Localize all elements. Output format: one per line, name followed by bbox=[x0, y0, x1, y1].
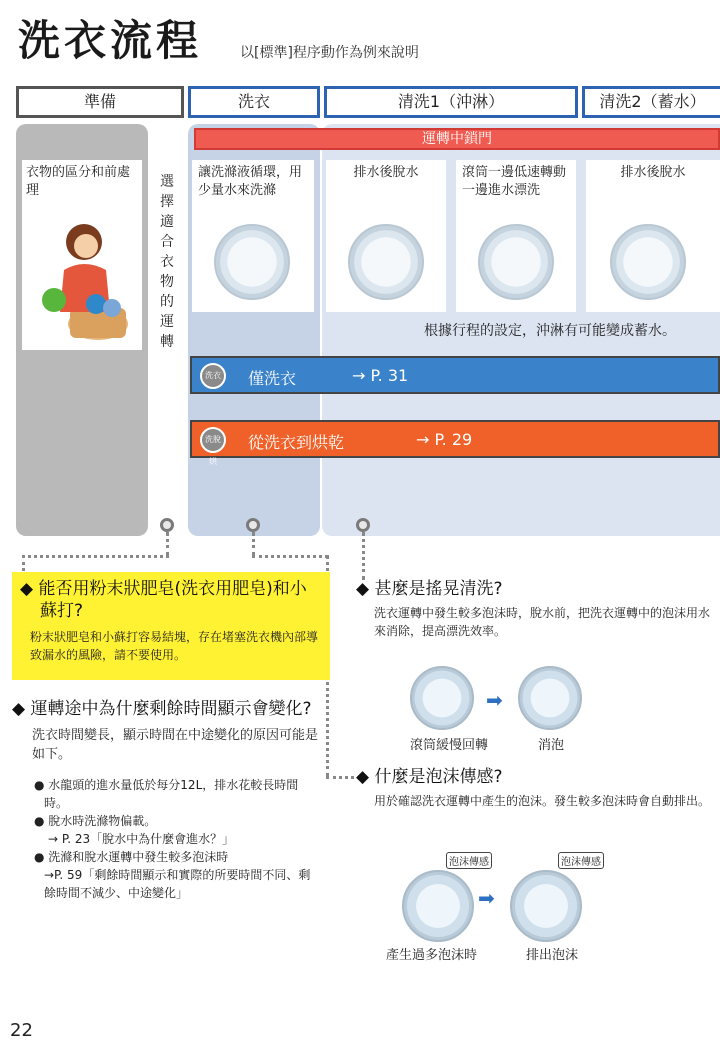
faq-powder-soap-title bbox=[20, 578, 320, 622]
list-item-text: 脫水時洗滌物偏載。 bbox=[48, 814, 157, 828]
page-subtitle: 以[標準]程序動作為例來說明 bbox=[240, 45, 419, 61]
page-number: 22 bbox=[10, 1020, 33, 1041]
rinse-note: 根據行程的設定，沖淋有可能變成蓄水。 bbox=[424, 323, 676, 339]
diamond-icon: ◆ bbox=[20, 579, 39, 599]
list-item: ● 脫水時洗滌物偏載。 bbox=[34, 814, 157, 828]
drum-rinse-icon bbox=[478, 224, 554, 300]
connector-dot-prep bbox=[160, 518, 174, 532]
diamond-icon: ◆ bbox=[356, 767, 375, 787]
step-text-drain1: 排水後脫水 bbox=[353, 165, 419, 180]
drum-slow-rotate-icon bbox=[410, 666, 474, 730]
drum-spin-icon bbox=[348, 224, 424, 300]
prep-text: 衣物的區分和前處理 bbox=[26, 165, 131, 198]
connector-dot-rinse bbox=[356, 518, 370, 532]
faq-remaining-time bbox=[12, 698, 322, 902]
faq-shake-wash-title-text: 甚麼是搖晃清洗? bbox=[374, 579, 503, 599]
door-lock-bar: 運轉中鎖門 bbox=[194, 128, 720, 150]
faq-shake-wash bbox=[356, 578, 716, 640]
faq-remaining-time-list bbox=[12, 776, 322, 902]
program-label-wash-dry: 從洗衣到烘乾 bbox=[248, 433, 345, 452]
step-text-wash: 讓洗滌液循環，用少量水來洗滌 bbox=[198, 165, 303, 198]
step-text-rinse: 滾筒一邊低速轉動一邊進水漂洗 bbox=[462, 165, 567, 198]
select-course-vertical-text: 選擇適合衣物的運轉 bbox=[160, 174, 174, 350]
page-title: 洗衣流程 bbox=[18, 16, 203, 65]
faq-foam-sensor bbox=[356, 766, 716, 810]
program-ref-wash-dry: → P. 29 bbox=[416, 430, 473, 449]
program-bar-wash-only bbox=[190, 356, 720, 394]
prep-panel bbox=[22, 160, 142, 350]
faq-remaining-time-body: 洗衣時間變長，顯示時間在中途變化的原因可能是如下。 bbox=[32, 728, 319, 762]
diamond-icon: ◆ bbox=[356, 579, 375, 599]
connector-line bbox=[22, 555, 169, 558]
arrow-right-icon: ➡ bbox=[486, 688, 503, 712]
program-ref-wash-only: → P. 31 bbox=[352, 366, 409, 385]
faq-foam-sensor-title bbox=[356, 766, 716, 788]
connector-dot-wash bbox=[246, 518, 260, 532]
foam-sensor-badge: 泡沫傳感 bbox=[446, 852, 492, 869]
connector-line bbox=[326, 776, 354, 779]
faq-powder-soap bbox=[12, 572, 330, 680]
step-panel-rinse bbox=[456, 160, 576, 312]
step-text-drain2: 排水後脫水 bbox=[620, 165, 686, 180]
caption-drain-foam: 排出泡沫 bbox=[526, 948, 579, 963]
step-panel-wash bbox=[192, 160, 314, 312]
faq-foam-sensor-body: 用於確認洗衣運轉中產生的泡沫。發生較多泡沫時會自動排出。 bbox=[374, 794, 711, 808]
faq-foam-sensor-title-text: 什麼是泡沫傳感? bbox=[374, 767, 503, 787]
connector-line bbox=[252, 555, 328, 558]
faq-shake-wash-body: 洗衣運轉中發生較多泡沫時，脫水前，把洗衣運轉中的泡沫用水來消除，提高漂洗效率。 bbox=[374, 606, 711, 638]
stage-tab-prep: 準備 bbox=[16, 86, 184, 118]
faq-remaining-time-title bbox=[12, 698, 322, 720]
stage-tab-rinse2: 清洗2（蓄水） bbox=[582, 86, 720, 118]
connector-line bbox=[252, 532, 255, 556]
connector-line bbox=[166, 532, 169, 556]
arrow-right-icon: ➡ bbox=[478, 886, 495, 910]
drum-wash-icon bbox=[214, 224, 290, 300]
list-item: ● 水龍頭的進水量低於每分12L，排水花較長時間時。 bbox=[34, 778, 299, 810]
drum-drain-foam-icon bbox=[510, 870, 582, 942]
page-reference: →P. 59「剩餘時間顯示和實際的所要時間不同、剩餘時間不減少、中途變化」 bbox=[44, 868, 311, 900]
program-bar-wash-dry bbox=[190, 420, 720, 466]
program-label-wash-only: 僅洗衣 bbox=[248, 369, 297, 388]
page-reference: → P. 23「脫水中為什麼會進水？」 bbox=[48, 832, 235, 846]
caption-slow-rotate: 滾筒緩慢回轉 bbox=[410, 738, 489, 753]
woman-laundry-illustration bbox=[36, 212, 132, 342]
step-panel-drain2 bbox=[586, 160, 720, 312]
drum-defoam-icon bbox=[518, 666, 582, 730]
drum-spin2-icon bbox=[610, 224, 686, 300]
faq-powder-soap-title-text: 能否用粉末狀肥皂(洗衣用肥皂)和小蘇打? bbox=[38, 579, 307, 621]
step-panel-drain1 bbox=[326, 160, 446, 312]
faq-shake-wash-title bbox=[356, 578, 716, 600]
wash-dry-program-icon: 洗脫烘 bbox=[200, 427, 226, 453]
list-item: ● 洗滌和脫水運轉中發生較多泡沫時 bbox=[34, 850, 229, 864]
diamond-icon: ◆ bbox=[12, 699, 31, 719]
list-item-text: 水龍頭的進水量低於每分12L，排水花較長時間時。 bbox=[44, 778, 299, 810]
caption-defoam: 消泡 bbox=[538, 738, 565, 753]
foam-sensor-badge: 泡沫傳感 bbox=[558, 852, 604, 869]
list-item-text: 洗滌和脫水運轉中發生較多泡沫時 bbox=[48, 850, 229, 864]
drum-excess-foam-icon bbox=[402, 870, 474, 942]
wash-program-icon: 洗衣 bbox=[200, 363, 226, 389]
caption-excess-foam: 產生過多泡沫時 bbox=[386, 948, 478, 963]
stage-tab-wash: 洗衣 bbox=[188, 86, 320, 118]
connector-line bbox=[362, 532, 365, 580]
faq-powder-soap-body: 粉末狀肥皂和小蘇打容易結塊，存在堵塞洗衣機內部導致漏水的風險，請不要使用。 bbox=[30, 630, 319, 662]
stage-tab-rinse1: 清洗1（沖淋） bbox=[324, 86, 578, 118]
faq-remaining-time-title-text: 運轉途中為什麼剩餘時間顯示會變化? bbox=[30, 699, 312, 719]
